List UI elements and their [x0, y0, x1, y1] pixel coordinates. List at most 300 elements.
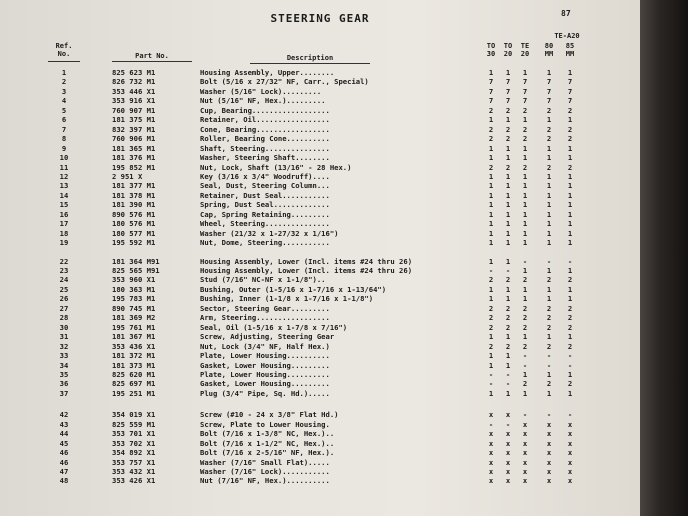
quantity-cell: 1	[567, 219, 573, 229]
description: Washer, Steering Shaft........	[200, 153, 330, 163]
quantity-cell: x	[567, 448, 573, 458]
quantity-cell: x	[522, 419, 528, 429]
description: Plate, Lower Housing..........	[200, 351, 330, 361]
column-header-0	[483, 42, 499, 58]
part-number: 353 701 X1	[112, 429, 156, 439]
part-number: 825 559 M1	[112, 419, 156, 429]
quantity-cell: 1	[505, 351, 511, 361]
quantity-cell: 1	[522, 153, 528, 163]
ref-number: 15	[59, 200, 69, 210]
quantity-cell: 7	[522, 96, 528, 106]
part-number: 181 365 M1	[112, 143, 156, 153]
part-underline	[112, 61, 192, 62]
quantity-cell: x	[522, 467, 528, 476]
quantity-cell: x	[567, 429, 573, 439]
description: Sector, Steering Gear.........	[200, 303, 330, 313]
description: Screw, Plate to Lower Housing.	[200, 419, 330, 429]
quantity-cell: 1	[546, 143, 552, 153]
quantity-cell: 1	[505, 256, 511, 266]
quantity-cell: 1	[567, 294, 573, 304]
quantity-cell: -	[522, 360, 528, 370]
quantity-cell: 1	[488, 143, 494, 153]
quantity-cell: 2	[488, 322, 494, 332]
quantity-cell: 1	[567, 143, 573, 153]
part-number: 181 378 M1	[112, 190, 156, 200]
quantity-cell: 2	[567, 275, 573, 285]
description: Nut, Lock, Shaft (13/16" - 28 Hex.)	[200, 162, 352, 172]
table-row	[0, 115, 640, 124]
quantity-cell: x	[505, 410, 511, 420]
table-row	[0, 476, 640, 485]
quantity-cell: x	[567, 419, 573, 429]
quantity-cell: x	[505, 457, 511, 467]
quantity-cell: 1	[546, 388, 552, 398]
part-number: 353 702 X1	[112, 438, 156, 448]
quantity-cell: -	[567, 351, 573, 361]
description: Washer (5/16" Lock).........	[200, 86, 322, 96]
quantity-cell: 2	[546, 379, 552, 389]
quantity-cell: -	[567, 360, 573, 370]
table-row	[0, 389, 640, 398]
quantity-cell: 1	[522, 284, 528, 294]
description: Seal, Oil (1-5/16 x 1-7/8 x 7/16")	[200, 322, 348, 332]
quantity-cell: -	[505, 419, 511, 429]
description: Seal, Dust, Steering Column...	[200, 181, 330, 191]
quantity-cell: 1	[546, 228, 552, 238]
table-row	[0, 439, 640, 448]
ref-number: 42	[59, 410, 69, 420]
description: Washer (21/32 x 1-27/32 x 1/16")	[200, 228, 339, 238]
quantity-cell: 1	[567, 68, 573, 77]
part-number: 181 373 M1	[112, 360, 156, 370]
description: Retainer, Oil.................	[200, 115, 330, 125]
table-row	[0, 370, 640, 379]
ref-number: 36	[59, 379, 69, 389]
part-number: 353 436 X1	[112, 341, 156, 351]
quantity-cell: 1	[505, 68, 511, 77]
quantity-cell: 1	[488, 219, 494, 229]
quantity-cell: 2	[522, 124, 528, 134]
quantity-cell: 1	[567, 153, 573, 163]
ref-number: 28	[59, 313, 69, 323]
quantity-cell: 2	[505, 322, 511, 332]
part-number: 181 367 M1	[112, 332, 156, 342]
table-row	[0, 294, 640, 303]
part-number: 181 369 M2	[112, 313, 156, 323]
description: Housing Assembly, Upper........	[200, 68, 335, 77]
ref-number: 6	[61, 115, 67, 125]
quantity-cell: 2	[488, 303, 494, 313]
table-row	[0, 229, 640, 238]
quantity-cell: 1	[505, 171, 511, 181]
column-header-line2: MM	[565, 50, 575, 58]
quantity-cell: -	[546, 256, 552, 266]
table-row	[0, 332, 640, 341]
quantity-cell: -	[505, 266, 511, 275]
table-row	[0, 323, 640, 332]
quantity-cell: 2	[546, 134, 552, 144]
column-header-4	[562, 42, 578, 58]
quantity-cell: x	[522, 448, 528, 458]
quantity-cell: 1	[567, 369, 573, 379]
table-row	[0, 106, 640, 115]
description: Stud (7/16" NC-NF x 1-1/8")..	[200, 275, 326, 285]
ref-number: 27	[59, 303, 69, 313]
description: Bolt (7/16 x 1-3/8" NC, Hex.)..	[200, 429, 335, 439]
quantity-cell: 1	[505, 228, 511, 238]
quantity-cell: 2	[567, 322, 573, 332]
part-number: 353 446 X1	[112, 86, 156, 96]
ref-number: 4	[61, 96, 67, 106]
quantity-cell: 2	[522, 379, 528, 389]
ref-number: 7	[61, 124, 67, 134]
quantity-cell: x	[488, 438, 494, 448]
table-row	[0, 144, 640, 153]
page-number: 87	[561, 9, 571, 18]
table-row	[0, 125, 640, 134]
quantity-cell: -	[505, 379, 511, 389]
description: Bolt (7/16 x 1-1/2" NC, Hex.)..	[200, 438, 335, 448]
ref-number: 18	[59, 228, 69, 238]
quantity-cell: 2	[567, 105, 573, 115]
ref-number: 47	[59, 467, 69, 476]
quantity-cell: -	[567, 410, 573, 420]
ref-number: 25	[59, 284, 69, 294]
quantity-cell: -	[522, 351, 528, 361]
table-row	[0, 275, 640, 284]
ref-number: 44	[59, 429, 69, 439]
part-number: 180 576 M1	[112, 219, 156, 229]
quantity-cell: 2	[488, 134, 494, 144]
quantity-cell: 1	[505, 115, 511, 125]
quantity-cell: x	[505, 438, 511, 448]
quantity-cell: 2	[522, 275, 528, 285]
quantity-cell: 1	[505, 209, 511, 219]
quantity-cell: 1	[505, 143, 511, 153]
quantity-cell: x	[567, 457, 573, 467]
quantity-cell: 1	[546, 153, 552, 163]
quantity-cell: 2	[567, 313, 573, 323]
quantity-cell: 1	[488, 181, 494, 191]
ref-number: 11	[59, 162, 69, 172]
quantity-cell: 1	[546, 219, 552, 229]
quantity-cell: 2	[522, 322, 528, 332]
quantity-cell: 1	[546, 369, 552, 379]
ref-number: 34	[59, 360, 69, 370]
quantity-cell: 1	[505, 200, 511, 210]
quantity-cell: x	[522, 476, 528, 486]
part-number: 890 576 M1	[112, 209, 156, 219]
quantity-cell: x	[567, 467, 573, 476]
quantity-cell: 7	[567, 77, 573, 87]
table-row	[0, 87, 640, 96]
quantity-cell: 1	[546, 209, 552, 219]
quantity-cell: x	[505, 429, 511, 439]
part-number: 195 783 M1	[112, 294, 156, 304]
quantity-cell: 1	[546, 238, 552, 248]
ref-number: 8	[61, 134, 67, 144]
quantity-cell: x	[488, 457, 494, 467]
description: Wheel, Steering...............	[200, 219, 330, 229]
quantity-cell: x	[522, 438, 528, 448]
quantity-cell: -	[522, 256, 528, 266]
table-row	[0, 379, 640, 388]
quantity-cell: x	[546, 429, 552, 439]
ref-number: 46	[59, 448, 69, 458]
part-number: 353 960 X1	[112, 275, 156, 285]
quantity-cell: 2	[567, 124, 573, 134]
part-number: 825 697 M1	[112, 379, 156, 389]
description: Nut, Lock (3/4" NF, Half Hex.)	[200, 341, 330, 351]
description: Nut (5/16" NF, Hex.).........	[200, 96, 326, 106]
quantity-cell: 2	[505, 134, 511, 144]
column-header-line1: 85	[565, 42, 575, 50]
quantity-cell: 1	[522, 369, 528, 379]
quantity-cell: 1	[567, 238, 573, 248]
quantity-cell: x	[488, 467, 494, 476]
quantity-cell: 2	[488, 275, 494, 285]
table-row	[0, 134, 640, 143]
part-number: 353 432 X1	[112, 467, 156, 476]
quantity-cell: 1	[522, 68, 528, 77]
quantity-cell: 1	[488, 153, 494, 163]
quantity-cell: 1	[522, 209, 528, 219]
table-row	[0, 361, 640, 370]
quantity-cell: 2	[567, 162, 573, 172]
ref-number: 33	[59, 351, 69, 361]
quantity-cell: 7	[505, 96, 511, 106]
description: Plate, Lower Housing..........	[200, 369, 330, 379]
quantity-cell: 1	[546, 115, 552, 125]
quantity-cell: 7	[488, 96, 494, 106]
quantity-cell: 1	[546, 294, 552, 304]
table-row	[0, 313, 640, 322]
quantity-cell: 2	[546, 303, 552, 313]
quantity-cell: 1	[546, 181, 552, 191]
quantity-cell: 1	[567, 284, 573, 294]
part-number: 353 426 X1	[112, 476, 156, 486]
table-row	[0, 181, 640, 190]
part-number: 195 251 M1	[112, 388, 156, 398]
quantity-cell: 2	[567, 303, 573, 313]
quantity-cell: 2	[522, 313, 528, 323]
part-number: 354 019 X1	[112, 410, 156, 420]
description: Screw, Adjusting, Steering Gear	[200, 332, 335, 342]
table-row	[0, 200, 640, 209]
quantity-cell: 1	[567, 171, 573, 181]
quantity-cell: x	[522, 429, 528, 439]
column-header-3	[541, 42, 557, 58]
quantity-cell: 1	[522, 171, 528, 181]
column-header-line2: 20	[520, 50, 530, 58]
part-number: 180 577 M1	[112, 228, 156, 238]
background-edge	[640, 0, 688, 516]
quantity-cell: x	[546, 467, 552, 476]
ref-header	[48, 42, 80, 58]
ref-number: 10	[59, 153, 69, 163]
table-row	[0, 172, 640, 181]
quantity-cell: 1	[488, 256, 494, 266]
table-row	[0, 257, 640, 266]
quantity-cell: 1	[567, 209, 573, 219]
part-number: 832 397 M1	[112, 124, 156, 134]
quantity-cell: -	[567, 256, 573, 266]
quantity-cell: 1	[522, 190, 528, 200]
table-row	[0, 458, 640, 467]
quantity-cell: 1	[546, 190, 552, 200]
table-row	[0, 219, 640, 228]
group-header: TE-A20	[554, 32, 580, 40]
description-header: Description	[286, 54, 334, 62]
quantity-cell: 2	[546, 313, 552, 323]
table-row	[0, 448, 640, 457]
table-row	[0, 153, 640, 162]
quantity-cell: 7	[505, 77, 511, 87]
column-header-line1: 80	[544, 42, 554, 50]
ref-number: 48	[59, 476, 69, 486]
table-row	[0, 163, 640, 172]
quantity-cell: 2	[488, 124, 494, 134]
quantity-cell: 1	[546, 332, 552, 342]
quantity-cell: 1	[488, 332, 494, 342]
part-number: 760 907 M1	[112, 105, 156, 115]
quantity-cell: 1	[522, 332, 528, 342]
quantity-cell: 1	[488, 190, 494, 200]
part-number: 180 363 M1	[112, 284, 156, 294]
quantity-cell: -	[546, 360, 552, 370]
ref-number: 24	[59, 275, 69, 285]
quantity-cell: 1	[505, 238, 511, 248]
quantity-cell: 1	[546, 68, 552, 77]
quantity-cell: 1	[522, 294, 528, 304]
quantity-cell: 1	[522, 200, 528, 210]
quantity-cell: 7	[567, 86, 573, 96]
ref-number: 30	[59, 322, 69, 332]
part-number: 760 906 M1	[112, 134, 156, 144]
part-number: 354 892 X1	[112, 448, 156, 458]
ref-number: 46	[59, 457, 69, 467]
part-number: 825 623 M1	[112, 68, 156, 77]
quantity-cell: x	[546, 457, 552, 467]
ref-number: 32	[59, 341, 69, 351]
quantity-cell: 2	[546, 162, 552, 172]
part-number: 195 592 M1	[112, 238, 156, 248]
quantity-cell: 7	[546, 86, 552, 96]
description: Gasket, Lower Housing.........	[200, 379, 330, 389]
part-number: 181 376 M1	[112, 153, 156, 163]
quantity-cell: 2	[546, 322, 552, 332]
quantity-cell: 1	[567, 200, 573, 210]
description: Gasket, Lower Housing.........	[200, 360, 330, 370]
part-number: 181 390 M1	[112, 200, 156, 210]
column-header-line1: TE	[520, 42, 530, 50]
quantity-cell: 2	[505, 275, 511, 285]
ref-number: 12	[59, 171, 69, 181]
table-row	[0, 191, 640, 200]
quantity-cell: 1	[488, 238, 494, 248]
ref-number: 35	[59, 369, 69, 379]
description: Cone, Bearing.................	[200, 124, 330, 134]
column-header-line2: MM	[544, 50, 554, 58]
page-title: STEERING GEAR	[270, 12, 370, 25]
quantity-cell: -	[488, 369, 494, 379]
quantity-cell: -	[488, 419, 494, 429]
quantity-cell: 1	[505, 219, 511, 229]
quantity-cell: 1	[522, 388, 528, 398]
ref-number: 14	[59, 190, 69, 200]
quantity-cell: -	[546, 410, 552, 420]
description: Plug (3/4" Pipe, Sq. Hd.).....	[200, 388, 330, 398]
description: Washer (7/16" Small Flat).....	[200, 457, 330, 467]
table-row	[0, 238, 640, 247]
quantity-cell: 1	[567, 190, 573, 200]
quantity-cell: 2	[488, 341, 494, 351]
part-number: 890 745 M1	[112, 303, 156, 313]
quantity-cell: 2	[505, 105, 511, 115]
quantity-cell: 7	[488, 77, 494, 87]
description: Housing Assembly, Lower (Incl. items #24 thru 26)	[200, 256, 413, 266]
description: Bolt (5/16 x 27/32" NF, Carr., Special)	[200, 77, 369, 87]
quantity-cell: 2	[505, 303, 511, 313]
ref-number: 1	[61, 68, 67, 77]
quantity-cell: 2	[505, 341, 511, 351]
quantity-cell: 1	[488, 388, 494, 398]
quantity-cell: 2	[546, 124, 552, 134]
ref-underline	[48, 61, 80, 62]
quantity-cell: -	[488, 379, 494, 389]
quantity-cell: 1	[567, 332, 573, 342]
quantity-cell: 1	[505, 360, 511, 370]
ref-number: 23	[59, 266, 69, 275]
quantity-cell: 1	[505, 294, 511, 304]
quantity-cell: 2	[505, 124, 511, 134]
description: Key (3/16 x 3/4" Woodruff)....	[200, 171, 330, 181]
quantity-cell: 2	[522, 134, 528, 144]
quantity-cell: 1	[522, 219, 528, 229]
quantity-cell: 2	[505, 313, 511, 323]
description: Housing Assembly, Lower (Incl. items #24 thru 26)	[200, 266, 413, 275]
part-number: 2 951 X	[112, 171, 143, 181]
description: Screw (#10 - 24 x 3/8" Flat Hd.)	[200, 410, 339, 420]
description: Roller, Bearing Cone..........	[200, 134, 330, 144]
quantity-cell: 2	[546, 275, 552, 285]
quantity-cell: 1	[522, 228, 528, 238]
part-number: 353 916 X1	[112, 96, 156, 106]
quantity-cell: 1	[488, 351, 494, 361]
quantity-cell: 1	[488, 209, 494, 219]
quantity-cell: 1	[546, 284, 552, 294]
column-header-line2: 30	[486, 50, 496, 58]
quantity-cell: 1	[505, 284, 511, 294]
quantity-cell: 1	[505, 332, 511, 342]
ref-number: 43	[59, 419, 69, 429]
table-row	[0, 351, 640, 360]
part-number: 181 377 M1	[112, 181, 156, 191]
description: Shaft, Steering...............	[200, 143, 330, 153]
quantity-cell: 1	[567, 388, 573, 398]
quantity-cell: x	[505, 448, 511, 458]
description: Cap, Spring Retaining.........	[200, 209, 330, 219]
quantity-cell: 1	[488, 115, 494, 125]
ref-number: 37	[59, 388, 69, 398]
description-underline	[250, 63, 370, 64]
table-row	[0, 467, 640, 476]
quantity-cell: 1	[488, 171, 494, 181]
table-row	[0, 77, 640, 86]
ref-number: 31	[59, 332, 69, 342]
part-number: 825 620 M1	[112, 369, 156, 379]
description: Bushing, Outer (1-5/16 x 1-7/16 x 1-13/64")	[200, 284, 387, 294]
